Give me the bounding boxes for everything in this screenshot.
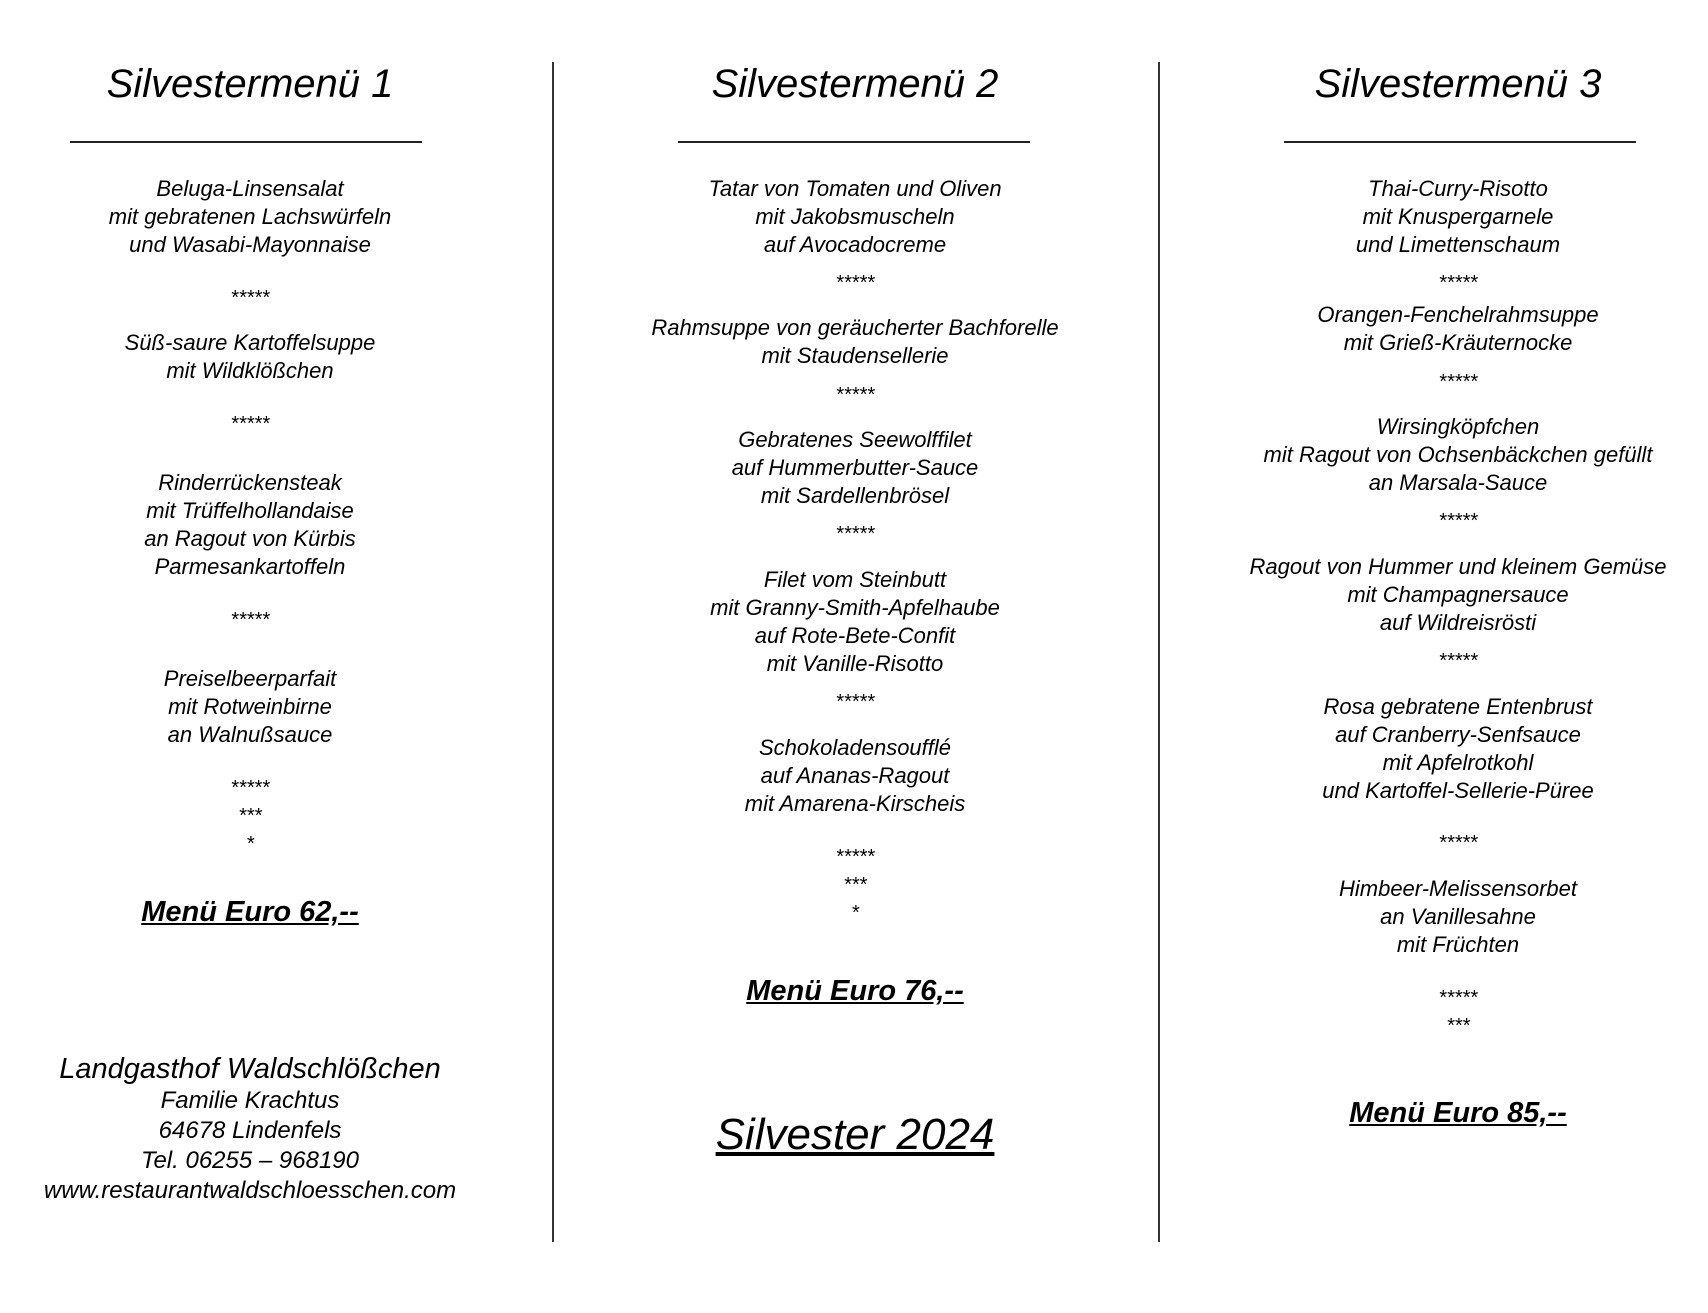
course-line: an Walnußsauce — [167, 722, 333, 747]
restaurant-contact — [0, 1052, 500, 1206]
closing-stars: *** — [1446, 1015, 1470, 1037]
course-line: mit Champagnersauce — [1347, 582, 1569, 607]
course-2 — [1208, 301, 1708, 357]
course-3 — [600, 426, 1110, 510]
course-line: auf Ananas-Ragout — [760, 763, 950, 788]
menu-title: Silvestermenü 3 — [1314, 62, 1602, 106]
course-line: Schokoladensoufflé — [758, 735, 952, 760]
course-line: Gebratenes Seewolffilet — [738, 427, 972, 452]
menu-price: Menü Euro 62,-- — [141, 896, 359, 928]
course-separator: ***** — [835, 272, 875, 294]
course-line: mit Granny-Smith-Apfelhaube — [710, 595, 1000, 620]
course-line: Tatar von Tomaten und Oliven — [708, 176, 1002, 201]
course-line: Parmesankartoffeln — [154, 554, 346, 579]
course-line: und Limettenschaum — [1355, 232, 1561, 257]
course-separator: ***** — [835, 691, 875, 713]
course-separator: ***** — [1438, 510, 1478, 532]
course-line: mit Vanille-Risotto — [766, 651, 944, 676]
course-2 — [600, 314, 1110, 370]
course-line: mit Grieß-Kräuternocke — [1343, 330, 1573, 355]
course-separator: ***** — [835, 384, 875, 406]
restaurant-city: 64678 Lindenfels — [158, 1117, 342, 1144]
column-divider-right — [1158, 62, 1160, 1242]
restaurant-name: Landgasthof Waldschlößchen — [59, 1053, 441, 1085]
course-line: mit Amarena-Kirscheis — [744, 791, 966, 816]
course-line: Wirsingköpfchen — [1376, 414, 1540, 439]
course-3 — [1208, 413, 1708, 497]
title-underline — [70, 141, 422, 143]
course-line: Rahmsuppe von geräucherter Bachforelle — [651, 315, 1059, 340]
closing-stars: * — [246, 833, 254, 855]
course-line: Himbeer-Melissensorbet — [1338, 876, 1577, 901]
course-line: Süß-saure Kartoffelsuppe — [124, 330, 376, 355]
closing-stars: ***** — [230, 777, 270, 799]
course-separator: ***** — [835, 523, 875, 545]
column-divider-left — [552, 62, 554, 1242]
menu-price: Menü Euro 85,-- — [1349, 1097, 1567, 1129]
menu-title: Silvestermenü 1 — [106, 62, 394, 106]
course-line: mit Ragout von Ochsenbäckchen gefüllt — [1263, 442, 1653, 467]
course-line: mit Jakobsmuscheln — [755, 204, 955, 229]
closing-stars: ***** — [835, 846, 875, 868]
course-1 — [0, 175, 500, 259]
restaurant-phone: Tel. 06255 – 968190 — [141, 1147, 359, 1174]
course-line: mit gebratenen Lachswürfeln — [108, 204, 392, 229]
course-line: mit Sardellenbrösel — [760, 483, 950, 508]
title-underline — [1284, 141, 1636, 143]
course-3 — [0, 469, 500, 581]
course-line: Preiselbeerparfait — [163, 666, 337, 691]
course-line: mit Früchten — [1396, 932, 1520, 957]
course-2 — [0, 329, 500, 385]
course-line: Thai-Curry-Risotto — [1368, 176, 1548, 201]
restaurant-website: www.restaurantwaldschloesschen.com — [43, 1177, 457, 1204]
course-1 — [600, 175, 1110, 259]
course-line: auf Cranberry-Senfsauce — [1335, 722, 1581, 747]
course-line: an Vanillesahne — [1380, 904, 1536, 929]
course-line: an Marsala-Sauce — [1368, 470, 1548, 495]
course-line: mit Wildklößchen — [166, 358, 334, 383]
title-underline — [678, 141, 1030, 143]
menu-price: Menü Euro 76,-- — [746, 975, 964, 1007]
closing-stars: * — [851, 902, 859, 924]
course-1 — [1208, 175, 1708, 259]
course-line: Rinderrückensteak — [158, 470, 342, 495]
course-line: Orangen-Fenchelrahmsuppe — [1317, 302, 1599, 327]
course-4 — [1208, 553, 1708, 637]
course-separator: ***** — [230, 413, 270, 435]
course-separator: ***** — [230, 287, 270, 309]
course-separator: ***** — [230, 609, 270, 631]
course-line: auf Hummerbutter-Sauce — [731, 455, 979, 480]
course-line: auf Wildreisrösti — [1379, 610, 1537, 635]
closing-stars: ***** — [1438, 987, 1478, 1009]
closing-stars: *** — [238, 805, 262, 827]
course-line: und Wasabi-Mayonnaise — [129, 232, 371, 257]
course-line: mit Trüffelhollandaise — [146, 498, 354, 523]
event-title: Silvester 2024 — [715, 1110, 995, 1159]
menu-title: Silvestermenü 2 — [711, 62, 999, 106]
course-line: an Ragout von Kürbis — [144, 526, 356, 551]
course-line: und Kartoffel-Sellerie-Püree — [1322, 778, 1594, 803]
course-line: auf Rote-Bete-Confit — [754, 623, 956, 648]
course-line: mit Rotweinbirne — [168, 694, 332, 719]
course-separator: ***** — [1438, 371, 1478, 393]
closing-stars: *** — [843, 874, 867, 896]
course-5 — [1208, 693, 1708, 805]
course-line: Filet vom Steinbutt — [763, 567, 947, 592]
course-line: mit Knuspergarnele — [1362, 204, 1554, 229]
course-line: mit Staudensellerie — [761, 343, 949, 368]
course-line: Beluga-Linsensalat — [156, 176, 344, 201]
course-line: Ragout von Hummer und kleinem Gemüse — [1249, 554, 1667, 579]
course-separator: ***** — [1438, 272, 1478, 294]
course-separator: ***** — [1438, 650, 1478, 672]
restaurant-family: Familie Krachtus — [160, 1087, 340, 1114]
course-line: mit Apfelrotkohl — [1382, 750, 1534, 775]
course-line: Rosa gebratene Entenbrust — [1323, 694, 1593, 719]
course-separator: ***** — [1438, 832, 1478, 854]
course-4 — [0, 665, 500, 749]
course-4 — [600, 566, 1110, 678]
course-5 — [600, 734, 1110, 818]
course-6 — [1208, 875, 1708, 959]
course-line: auf Avocadocreme — [763, 232, 947, 257]
